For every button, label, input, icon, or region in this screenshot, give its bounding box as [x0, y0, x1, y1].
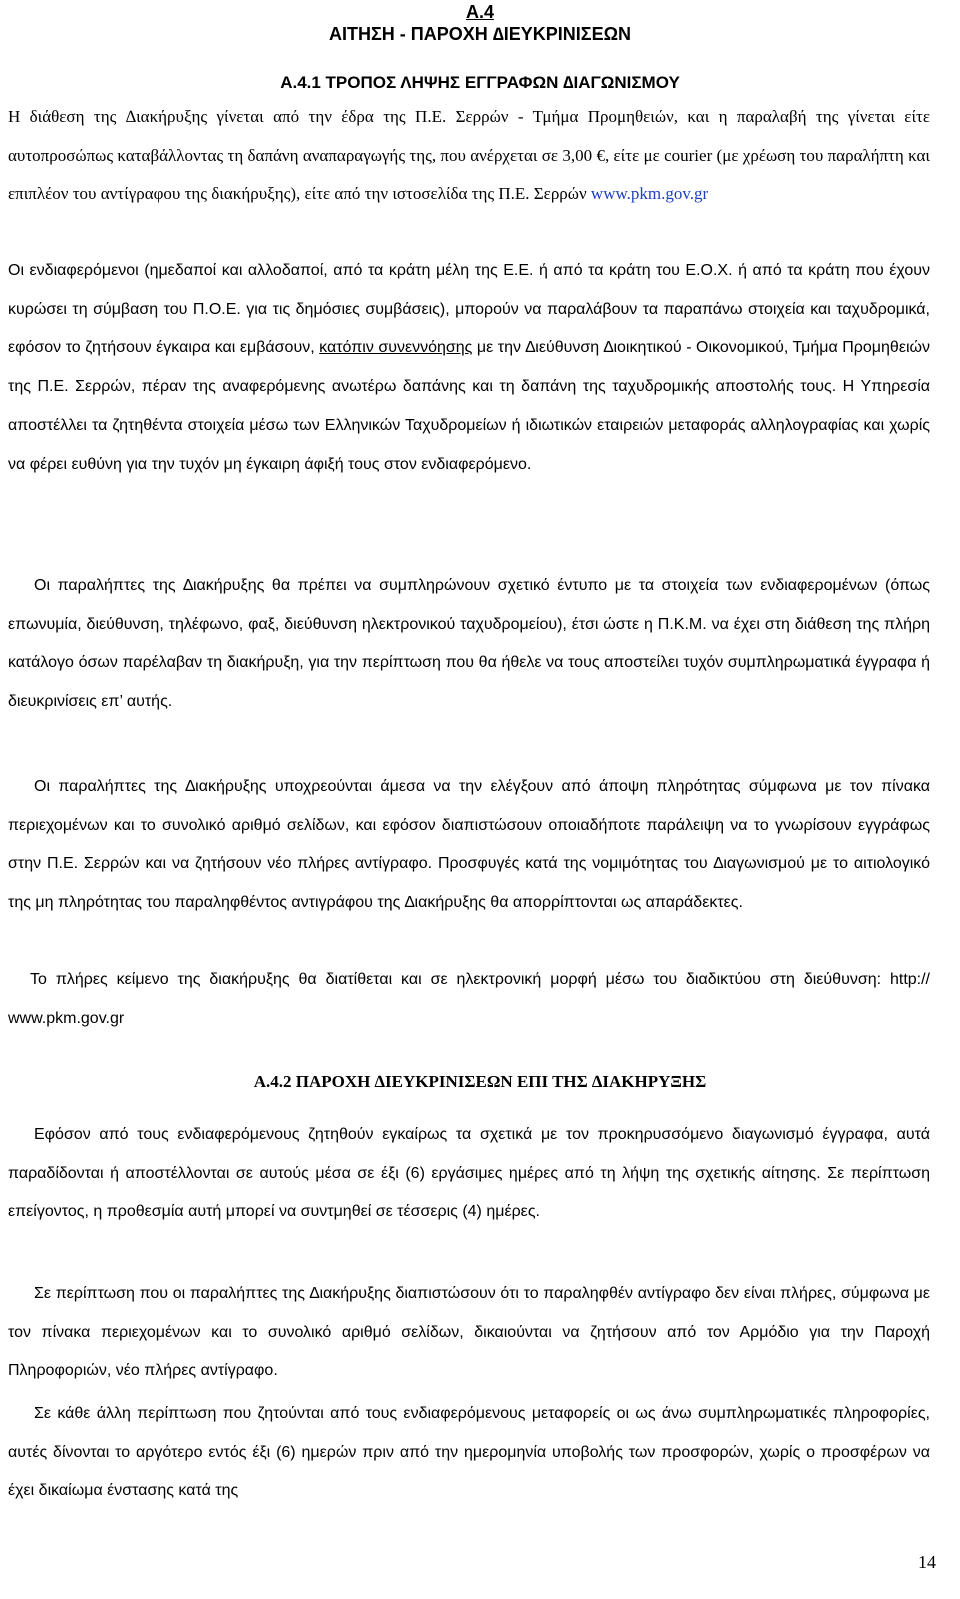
paragraph-6: Εφόσον από τους ενδιαφερόμενους ζητηθούν εγκαίρως τα σχετικά με τον προκηρυσσόμενο διαγωνισμό έγγραφα, αυτά παραδίδονται ή αποστέλλονται σε αυτούς μέσα σε έξι (6) εργάσιμες ημέρες από τη λήψη της σχετικής αίτησης. Σε περίπτωση επείγοντος, η προθεσμία αυτή μπορεί να συντμηθεί σε τέσσερις (4) ημέρες. [8, 1126, 930, 1221]
underlined-phrase: κατόπιν συνεννόησης [319, 339, 473, 357]
website-link[interactable]: www.pkm.gov.gr [590, 184, 709, 204]
paragraph-5: Το πλήρες κείμενο της διακήρυξης θα διατίθεται και σε ηλεκτρονική μορφή μέσω του διαδικτύου στη διεύθυνση: http:// www.pkm.gov.gr [8, 971, 930, 1027]
paragraph-2-text-end: με την ∆ιεύθυνση ∆ιοικητικού - Οικονομικού, Τμήμα Προμηθειών της Π.Ε. Σερρών, πέραν της αναφερόμενης ανωτέρω δαπάνης και τη δαπάνη της ταχυδρομικής αποστολής τους. Η Υπηρεσία αποστέλλει τα ζητηθέντα στοιχεία μέσω των Ελληνικών Ταχυδρομείων ή ιδιωτικών εταιρειών μεταφοράς αλληλογραφίας και χωρίς να φέρει ευθύνη για την τυχόν μη έγκαιρη άφιξή τους στον ενδιαφερόμενο. [8, 339, 931, 473]
paragraph-7: Σε περίπτωση που οι παραλήπτες της ∆ιακήρυξης διαπιστώσουν ότι το παραληφθέν αντίγραφο δεν είναι πλήρες, σύμφωνα με τον πίνακα περιεχομένων και το συνολικό αριθμό σελίδων, δικαιούνται να ζητήσουν από τον Αρμόδιο για την Παροχή Πληροφοριών, νέο πλήρες αντίγραφο. [8, 1285, 930, 1380]
paragraph-4: Οι παραλήπτες της ∆ιακήρυξης υποχρεούνται άμεσα να την ελέγξουν από άποψη πληρότητας σύμφωνα με τον πίνακα περιεχομένων και το συνολικό αριθμό σελίδων, και εφόσον διαπιστώσουν οποιαδήποτε παράλειψη να το γνωρίσουν εγγράφως στην Π.Ε. Σερρών και να ζητήσουν νέο πλήρες αντίγραφο. Προσφυγές κατά της νομιμότητας του ∆ιαγωνισμού με το αιτιολογικό της μη πληρότητας του παραληφθέντος αντιγράφου της ∆ιακήρυξης θα απορρίπτονται ως απαράδεκτες. [8, 778, 930, 912]
paragraph-2 [8, 252, 930, 484]
subsection-title: Α.4.1 ΤΡΟΠΟΣ ΛΗΨΗΣ ΕΓΓΡΑΦΩΝ ∆ΙΑΓΩΝΙΣΜΟΥ [280, 73, 680, 92]
paragraph-8: Σε κάθε άλλη περίπτωση που ζητούνται από τους ενδιαφερόμενους μεταφορείς οι ως άνω συμπληρωματικές πληροφορίες, αυτές δίνονται το αργότερο εντός έξι (6) ημερών πριν από την ημερομηνία υποβολής των προσφορών, χωρίς ο προσφέρων να έχει δικαίωμα ένστασης κατά της [8, 1405, 930, 1500]
section-number: Α.4 [465, 2, 494, 22]
page-number: 14 [918, 1552, 936, 1572]
paragraph-1-text: Η διάθεση της ∆ιακήρυξης γίνεται από την έδρα της Π.Ε. Σερρών - Τμήμα Προμηθειών, και η παραλαβή της γίνεται είτε αυτοπροσώπως καταβάλλοντας τη δαπάνη αναπαραγωγής της, που ανέρχεται σε 3,00 €, είτε με courier (με χρέωση του παραλήπτη και επιπλέον του αντίγραφου της διακήρυξης), είτε από την ιστοσελίδα της Π.Ε. Σερρών [8, 107, 930, 204]
paragraph-3: Οι παραλήπτες της ∆ιακήρυξης θα πρέπει να συμπληρώνουν σχετικό έντυπο με τα στοιχεία των ενδιαφερομένων (όπως επωνυμία, διεύθυνση, τηλέφωνο, φαξ, διεύθυνση ηλεκτρονικού ταχυδρομείου), έτσι ώστε η Π.Κ.Μ. να έχει στη διάθεση της πλήρη κατάλογο όσων παρέλαβαν τη διακήρυξη, για την περίπτωση που θα ήθελε να τους αποστείλει τυχόν συμπληρωματικά έγγραφα ή διευκρινίσεις επ’ αυτής. [8, 577, 930, 711]
paragraph-2-text: Οι ενδιαφερόμενοι (ημεδαποί και αλλοδαποί, από τα κράτη μέλη της Ε.Ε. ή από τα κράτη του Ε.Ο.Χ. ή από τα κράτη που έχουν κυρώσει τη σύμβαση του Π.Ο.Ε. για τις δημόσιες συμβάσεις), μπορούν να παραλάβουν τα παραπάνω στοιχεία και ταχυδρομικά, εφόσον το ζητήσουν έγκαιρα και εμβάσουν, [8, 262, 930, 357]
subsection-2-title: Α.4.2 ΠΑΡΟΧΗ ∆ΙΕΥΚΡΙΝΙΣΕΩΝ ΕΠΙ ΤΗΣ ∆ΙΑΚΗΡΥΞΗΣ [253, 1072, 707, 1091]
paragraph-1 [8, 98, 930, 214]
section-title: ΑΙΤΗΣΗ - ΠΑΡΟΧΗ ∆ΙΕΥΚΡΙΝΙΣΕΩΝ [328, 24, 632, 44]
